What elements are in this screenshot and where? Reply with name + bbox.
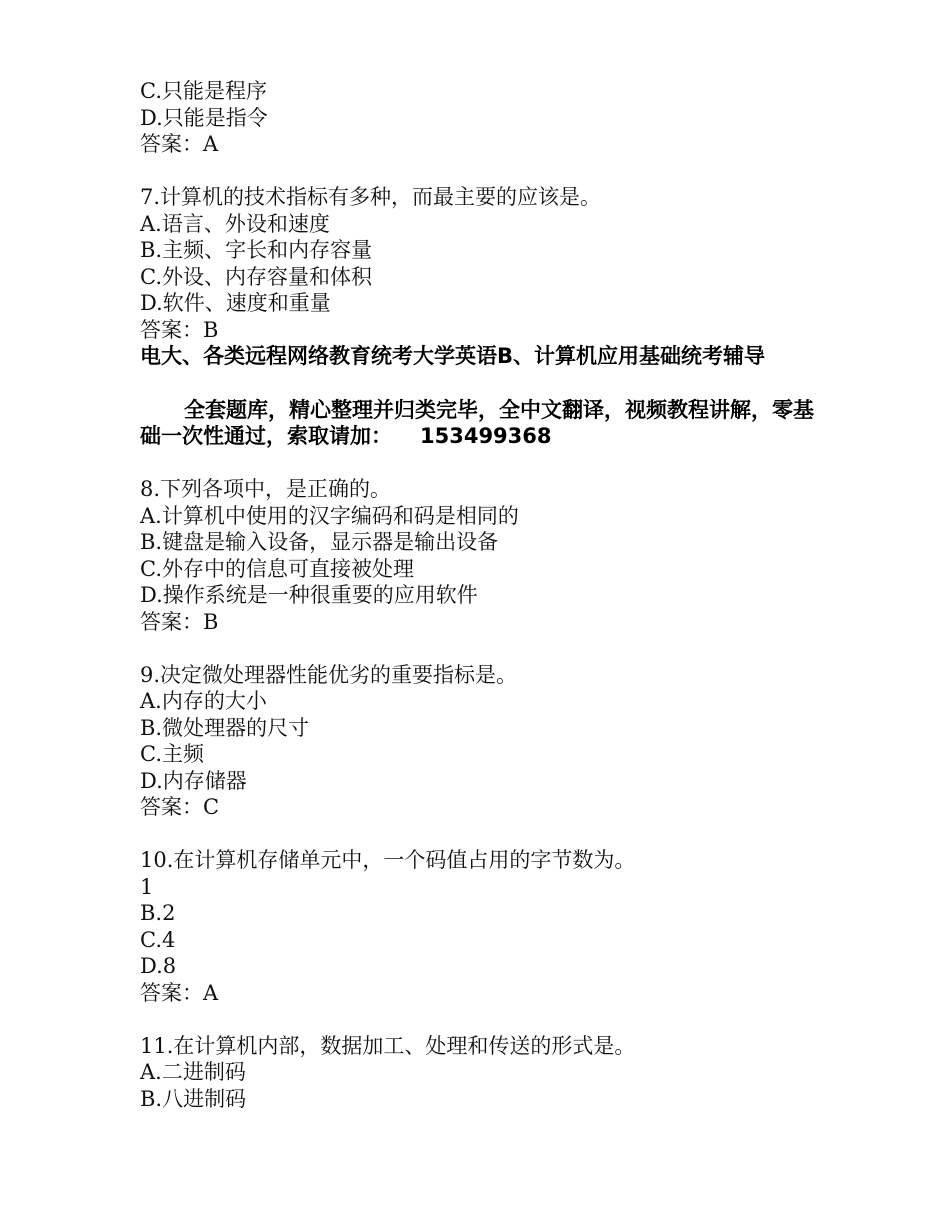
spacer [140, 158, 820, 185]
q7-answer: 答案：B [140, 317, 219, 342]
spacer [140, 821, 820, 848]
q11-option-a: A.二进制码 [140, 1060, 246, 1084]
q6-option-d: D.只能是指令 [140, 105, 268, 130]
q10-option-d: D.8 [140, 954, 177, 978]
promo-title: 电大、各类远程网络教育统考大学英语B、计算机应用基础统考辅导 [140, 344, 766, 368]
spacer [140, 370, 820, 397]
q8-option-c: C.外存中的信息可直接被处理 [140, 556, 414, 581]
q8-question: 8.下列各项中，是正确的。 [140, 477, 392, 501]
q10-option-a: 1 [140, 874, 154, 899]
q7-option-c: C.外设、内存容量和体积 [140, 264, 372, 289]
q6-answer: 答案：A [140, 132, 219, 156]
q9-option-a: A.内存的大小 [140, 689, 267, 713]
promo-phone: 153499368 [420, 424, 552, 448]
q10-answer: 答案：A [140, 980, 219, 1005]
q7-option-a: A.语言、外设和速度 [140, 211, 330, 236]
q9-option-d: D.内存储器 [140, 768, 247, 793]
promo-body-text: 全套题库，精心整理并归类完毕，全中文翻译，视频教程讲解，零基础一次性通过，索取请加： [140, 397, 814, 448]
q11-option-b: B.八进制码 [140, 1086, 247, 1111]
q11-question: 11.在计算机内部，数据加工、处理和传送的形式是。 [140, 1033, 636, 1058]
q9-answer: 答案：C [140, 795, 220, 819]
spacer [140, 450, 820, 477]
document-content [140, 78, 820, 1112]
q10-option-b: B.2 [140, 901, 176, 925]
q7-option-b: B.主频、字长和内存容量 [140, 238, 373, 262]
q8-option-b: B.键盘是输入设备，显示器是输出设备 [140, 530, 499, 554]
q8-option-a: A.计算机中使用的汉字编码和码是相同的 [140, 503, 519, 528]
promo-body [140, 397, 820, 450]
q10-question: 10.在计算机存储单元中，一个码值占用的字节数为。 [140, 848, 636, 872]
q7-question: 7.计算机的技术指标有多种，而最主要的应该是。 [140, 185, 602, 209]
q8-option-d: D.操作系统是一种很重要的应用软件 [140, 583, 478, 607]
q7-option-d: D.软件、速度和重量 [140, 291, 331, 315]
q6-option-c: C.只能是程序 [140, 79, 267, 103]
spacer [140, 1006, 820, 1033]
q9-question: 9.决定微处理器性能优劣的重要指标是。 [140, 662, 518, 687]
q10-option-c: C.4 [140, 927, 176, 952]
q9-option-c: C.主频 [140, 742, 204, 766]
q9-option-b: B.微处理器的尺寸 [140, 715, 310, 740]
spacer [140, 635, 820, 662]
q8-answer: 答案：B [140, 609, 219, 634]
